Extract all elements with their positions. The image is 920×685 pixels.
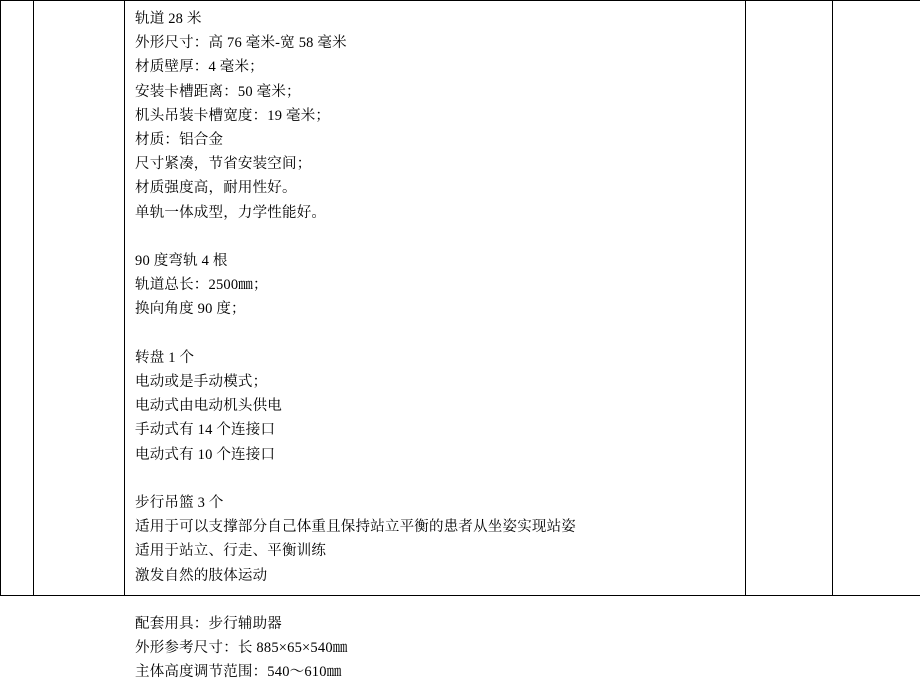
cell-quantity <box>746 1 833 596</box>
spec-line: 电动式由电动机头供电 <box>135 394 735 418</box>
spec-line: 安装卡槽距离：50 毫米； <box>135 80 735 104</box>
spec-line: 电动式有 10 个连接口 <box>135 443 735 467</box>
spec-line: 转盘 1 个 <box>135 346 735 370</box>
spec-line: 材质强度高，耐用性好。 <box>135 176 735 200</box>
cell-remark-content <box>833 1 920 589</box>
spec-line: 单轨一体成型，力学性能好。 <box>135 201 735 225</box>
spec-line: 轨道 28 米 <box>135 7 735 31</box>
specification-text <box>125 1 745 595</box>
cell-specification <box>125 1 746 596</box>
spec-line: 材质壁厚：4 毫米； <box>135 55 735 79</box>
spec-line: 换向角度 90 度； <box>135 297 735 321</box>
spec-line: 配套用具：步行辅助器 <box>135 612 735 636</box>
spec-line: 机头吊装卡槽宽度：19 毫米； <box>135 104 735 128</box>
spec-line: 适用于可以支撑部分自己体重且保持站立平衡的患者从坐姿实现站姿 <box>135 515 735 539</box>
spec-line-blank <box>135 588 735 612</box>
spec-line: 外形参考尺寸：长 885×65×540㎜ <box>135 636 735 660</box>
cell-index-content <box>1 1 33 589</box>
cell-item-name-content <box>34 1 124 589</box>
spec-line: 材质：铝合金 <box>135 128 735 152</box>
spec-line: 轨道总长：2500㎜； <box>135 273 735 297</box>
spec-line: 适用于站立、行走、平衡训练 <box>135 539 735 563</box>
spec-line: 外形尺寸：高 76 毫米-宽 58 毫米 <box>135 31 735 55</box>
spec-line: 90 度弯轨 4 根 <box>135 249 735 273</box>
spec-line: 电动或是手动模式； <box>135 370 735 394</box>
cell-remark <box>833 1 920 596</box>
spec-line: 手动式有 14 个连接口 <box>135 418 735 442</box>
cell-item-name <box>34 1 125 596</box>
cell-quantity-content <box>746 1 832 589</box>
spec-line: 激发自然的肢体运动 <box>135 564 735 588</box>
spec-line-blank <box>135 322 735 346</box>
spec-line: 尺寸紧凑，节省安装空间； <box>135 152 735 176</box>
cell-index <box>1 1 34 596</box>
table-row <box>1 1 920 596</box>
spec-line-blank <box>135 467 735 491</box>
spec-line: 主体高度调节范围：540～610㎜ <box>135 660 735 684</box>
spec-line-blank <box>135 225 735 249</box>
spec-line: 步行吊篮 3 个 <box>135 491 735 515</box>
